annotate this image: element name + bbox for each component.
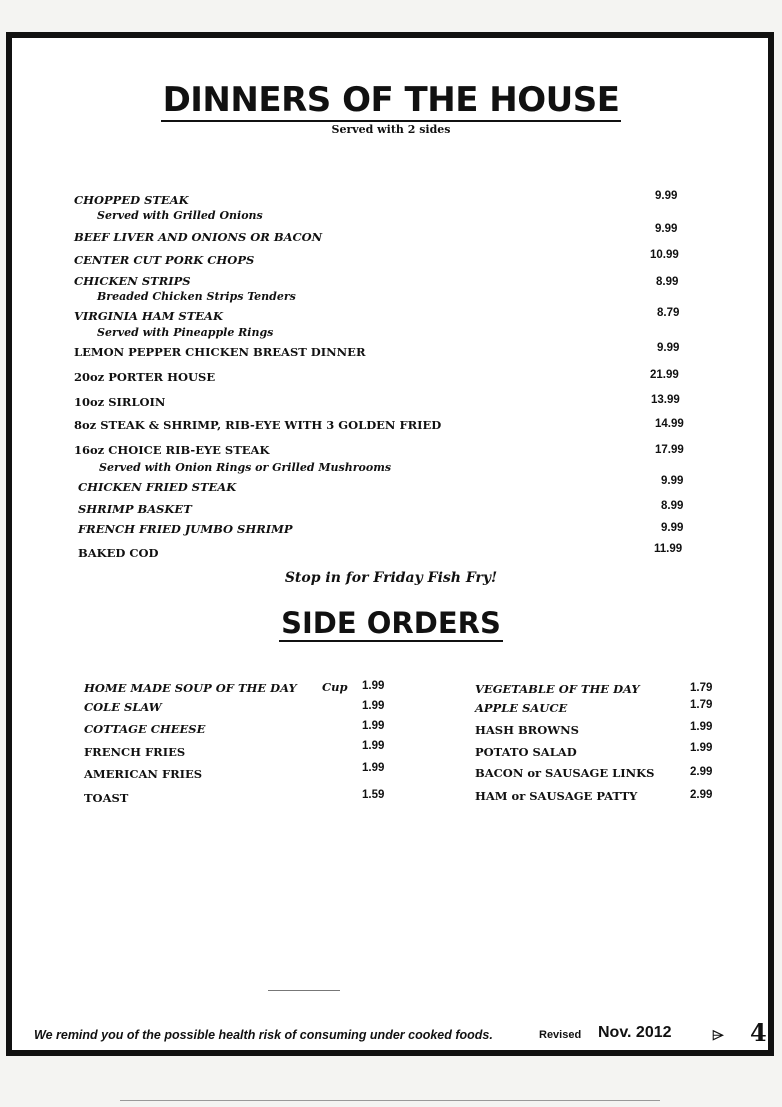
page-title-text: DINNERS OF THE HOUSE: [162, 80, 620, 120]
dinner-item-name: 20oz PORTER HOUSE: [74, 370, 216, 384]
page-subtitle: Served with 2 sides: [331, 123, 451, 136]
dinner-item-price: 10.99: [650, 249, 679, 261]
dinner-item-price: 8.99: [661, 500, 684, 512]
dinner-item-description: Served with Pineapple Rings: [97, 326, 274, 339]
side-order-price: 1.99: [362, 700, 385, 712]
dinner-item-price: 13.99: [651, 394, 680, 406]
side-order-price: 2.99: [690, 789, 713, 801]
dinner-item-price: 9.99: [655, 190, 678, 202]
dinner-item-price: 9.99: [661, 522, 684, 534]
dinner-item-description: Served with Grilled Onions: [97, 209, 263, 222]
side-order-name: TOAST: [84, 791, 129, 805]
dinner-item-name: 8oz STEAK & SHRIMP, RIB-EYE WITH 3 GOLDEN FRIED: [74, 418, 442, 432]
dinner-item-name: 10oz SIRLOIN: [74, 395, 166, 409]
print-scuff: [120, 1100, 660, 1101]
dinner-item-description: Breaded Chicken Strips Tenders: [97, 290, 296, 303]
side-order-price: 1.99: [362, 720, 385, 732]
dinner-item-price: 8.99: [656, 276, 679, 288]
side-order-price: 1.79: [690, 699, 713, 711]
revised-label: Revised: [539, 1029, 582, 1041]
side-order-name: HOME MADE SOUP OF THE DAY: [84, 681, 297, 695]
fish-fry-tagline: Stop in for Friday Fish Fry!: [284, 570, 498, 586]
side-order-name: POTATO SALAD: [475, 745, 577, 759]
side-order-name: BACON or SAUSAGE LINKS: [475, 766, 655, 780]
page-number: 4: [750, 1018, 767, 1047]
side-order-price: 1.99: [362, 762, 385, 774]
dinner-item-name: CHICKEN FRIED STEAK: [78, 480, 237, 494]
print-scuff: [268, 990, 340, 991]
side-order-name: COLE SLAW: [84, 700, 162, 714]
side-order-price: 1.79: [690, 682, 713, 694]
health-warning: We remind you of the possible health risk of consuming under cooked foods.: [34, 1028, 493, 1042]
side-order-price: 1.99: [690, 742, 713, 754]
footer: [6, 1020, 774, 1050]
side-order-price: 1.99: [362, 740, 385, 752]
dinner-item-name: BAKED COD: [78, 546, 159, 560]
side-order-name: VEGETABLE OF THE DAY: [475, 682, 640, 696]
dinner-item-name: BEEF LIVER AND ONIONS OR BACON: [74, 230, 323, 244]
dinner-item-name: 16oz CHOICE RIB-EYE STEAK: [74, 443, 270, 457]
revised-date: Nov. 2012: [598, 1024, 672, 1041]
dinner-item-price: 8.79: [657, 307, 680, 319]
dinner-item-price: 9.99: [657, 342, 680, 354]
dinner-item-description: Served with Onion Rings or Grilled Mushrooms: [99, 461, 392, 474]
soup-cup-label: Cup: [322, 680, 348, 694]
side-orders-title-text: SIDE ORDERS: [281, 606, 501, 640]
side-order-price: 1.99: [362, 680, 385, 692]
dinner-item-name: CENTER CUT PORK CHOPS: [74, 253, 255, 267]
side-order-name: COTTAGE CHEESE: [84, 722, 206, 736]
dinner-item-name: VIRGINIA HAM STEAK: [74, 309, 223, 323]
side-order-name: HAM or SAUSAGE PATTY: [475, 789, 638, 803]
dinner-item-name: LEMON PEPPER CHICKEN BREAST DINNER: [74, 345, 366, 359]
side-order-price: 2.99: [690, 766, 713, 778]
page-title: [0, 80, 782, 120]
dinner-item-name: SHRIMP BASKET: [78, 502, 192, 516]
side-order-name: AMERICAN FRIES: [84, 767, 203, 781]
dinner-item-name: FRENCH FRIED JUMBO SHRIMP: [78, 522, 293, 536]
side-order-name: HASH BROWNS: [475, 723, 579, 737]
dinner-item-price: 17.99: [655, 444, 684, 456]
printer-mark: ⌲: [712, 1026, 724, 1044]
dinner-item-price: 21.99: [650, 369, 679, 381]
side-order-name: FRENCH FRIES: [84, 745, 186, 759]
side-order-name: APPLE SAUCE: [475, 701, 568, 715]
dinner-item-price: 14.99: [655, 418, 684, 430]
side-order-price: 1.99: [690, 721, 713, 733]
dinner-item-name: CHICKEN STRIPS: [74, 274, 191, 288]
dinner-item-price: 11.99: [654, 543, 683, 555]
side-order-price: 1.59: [362, 789, 385, 801]
dinner-item-price: 9.99: [655, 223, 678, 235]
side-orders-title: [0, 606, 782, 640]
dinner-item-name: CHOPPED STEAK: [74, 193, 189, 207]
dinner-item-price: 9.99: [661, 475, 684, 487]
